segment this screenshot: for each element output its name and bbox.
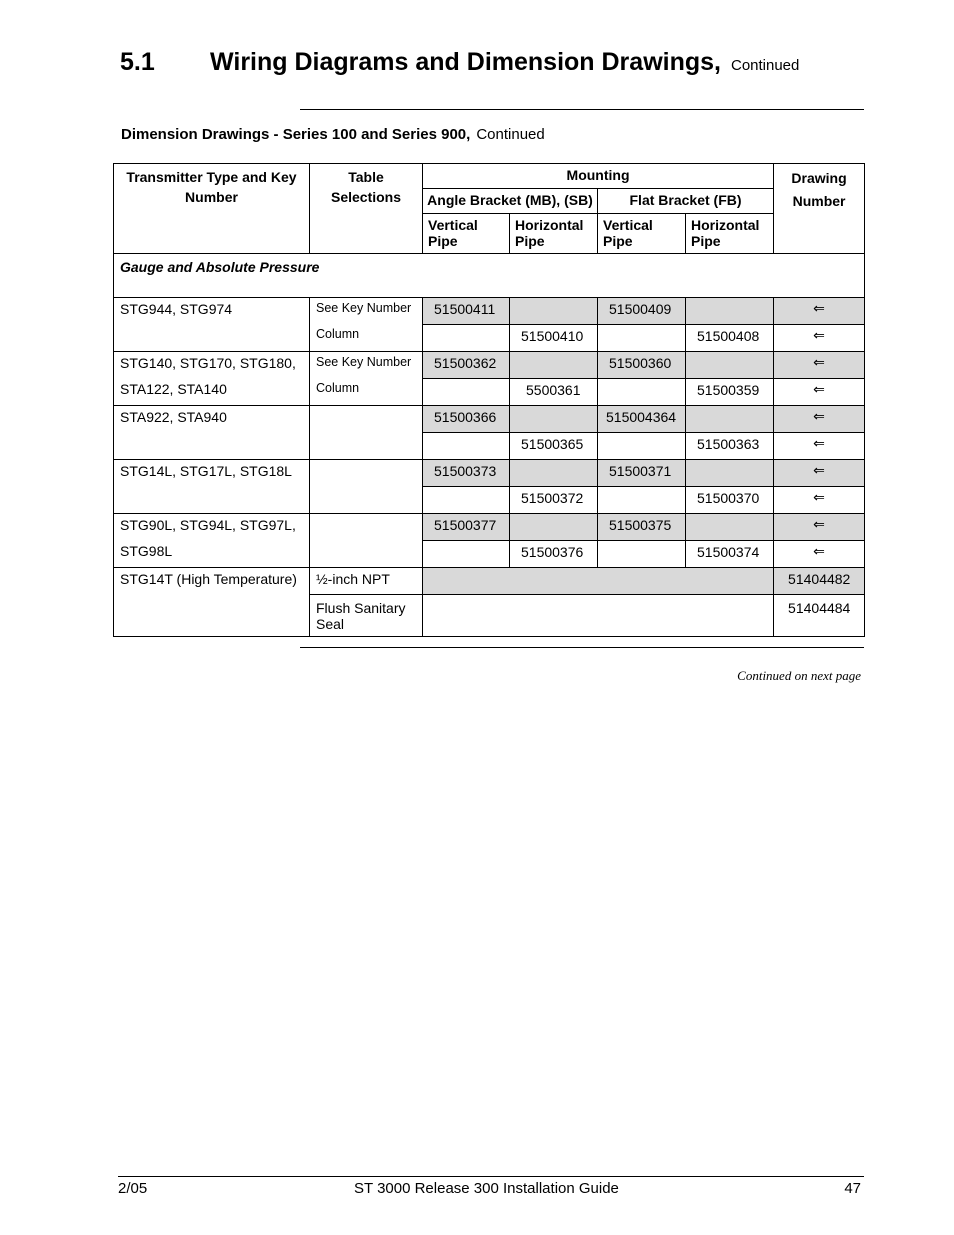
header-fb-vertical: Vertical Pipe — [598, 213, 686, 253]
mb-horizontal-blank — [510, 513, 598, 540]
mounting-blank-span — [423, 594, 774, 636]
mb-vertical-blank — [423, 324, 510, 351]
type-cell: STG944, STG974 — [114, 297, 310, 324]
fb-horizontal-blank — [686, 459, 774, 486]
bottom-rule — [300, 647, 864, 648]
mb-horizontal-cell: 51500410 — [510, 324, 598, 351]
selection-flush-seal: Flush Sanitary Seal — [310, 594, 423, 636]
header-flat-bracket: Flat Bracket (FB) — [598, 188, 774, 213]
arrow-icon: ⇐ — [774, 459, 865, 486]
type-cell — [114, 432, 310, 459]
header-angle-bracket: Angle Bracket (MB), (SB) — [423, 188, 598, 213]
mb-horizontal-cell: 51500365 — [510, 432, 598, 459]
mb-vertical-blank — [423, 486, 510, 513]
fb-vertical-cell: 51500409 — [598, 297, 686, 324]
arrow-icon: ⇐ — [774, 486, 865, 513]
type-cell: STG140, STG170, STG180, — [114, 351, 310, 378]
mb-horizontal-blank — [510, 405, 598, 432]
header-selections: Table Selections — [310, 164, 423, 254]
fb-vertical-cell: 515004364 — [598, 405, 686, 432]
category-row: Gauge and Absolute Pressure — [114, 253, 865, 297]
type-cell: STG90L, STG94L, STG97L, — [114, 513, 310, 540]
mb-horizontal-blank — [510, 351, 598, 378]
fb-horizontal-cell: 51500359 — [686, 378, 774, 405]
fb-horizontal-cell: 51500363 — [686, 432, 774, 459]
subheading-title: Dimension Drawings - Series 100 and Series 900, — [121, 126, 471, 143]
section-title: Wiring Diagrams and Dimension Drawings, — [210, 48, 721, 76]
arrow-icon: ⇐ — [774, 297, 865, 324]
fb-vertical-blank — [598, 378, 686, 405]
selection-cell — [310, 540, 423, 567]
selection-cell — [310, 459, 423, 486]
mb-vertical-cell: 51500377 — [423, 513, 510, 540]
type-cell: STG98L — [114, 540, 310, 567]
fb-horizontal-blank — [686, 405, 774, 432]
arrow-icon: ⇐ — [774, 351, 865, 378]
dimension-drawings-table — [113, 163, 865, 637]
fb-vertical-blank — [598, 432, 686, 459]
mb-horizontal-blank — [510, 459, 598, 486]
drawing-number-npt: 51404482 — [774, 567, 865, 594]
fb-horizontal-cell: 51500374 — [686, 540, 774, 567]
fb-vertical-blank — [598, 486, 686, 513]
section-number: 5.1 — [120, 48, 155, 76]
mb-vertical-cell: 51500411 — [423, 297, 510, 324]
mb-horizontal-cell: 51500376 — [510, 540, 598, 567]
fb-horizontal-cell: 51500370 — [686, 486, 774, 513]
selection-npt: ½-inch NPT — [310, 567, 423, 594]
selection-cell: Column — [310, 324, 423, 351]
subheading-continued: Continued — [476, 126, 545, 143]
mb-horizontal-cell: 51500372 — [510, 486, 598, 513]
fb-horizontal-cell: 51500408 — [686, 324, 774, 351]
mb-horizontal-blank — [510, 297, 598, 324]
header-type: Transmitter Type and Key Number — [114, 164, 310, 254]
type-cell — [114, 324, 310, 351]
header-drawing: Drawing Number — [774, 164, 865, 214]
selection-cell: See Key Number — [310, 297, 423, 324]
selection-cell: See Key Number — [310, 351, 423, 378]
mb-vertical-blank — [423, 378, 510, 405]
fb-vertical-blank — [598, 540, 686, 567]
mb-vertical-blank — [423, 432, 510, 459]
fb-vertical-blank — [598, 324, 686, 351]
fb-horizontal-blank — [686, 513, 774, 540]
header-fb-horizontal: Horizontal Pipe — [686, 213, 774, 253]
fb-horizontal-blank — [686, 351, 774, 378]
mb-horizontal-cell: 5500361 — [510, 378, 598, 405]
type-cell: STA122, STA140 — [114, 378, 310, 405]
mb-vertical-cell: 51500362 — [423, 351, 510, 378]
header-mb-horizontal: Horizontal Pipe — [510, 213, 598, 253]
type-cell — [114, 486, 310, 513]
header-mb-vertical: Vertical Pipe — [423, 213, 510, 253]
selection-cell — [310, 432, 423, 459]
selection-cell: Column — [310, 378, 423, 405]
arrow-icon: ⇐ — [774, 513, 865, 540]
section-heading — [120, 48, 799, 77]
header-mounting: Mounting — [423, 164, 774, 189]
selection-cell — [310, 405, 423, 432]
top-rule — [300, 109, 864, 110]
mounting-shaded-span — [423, 567, 774, 594]
arrow-icon: ⇐ — [774, 378, 865, 405]
mb-vertical-cell: 51500366 — [423, 405, 510, 432]
fb-vertical-cell: 51500371 — [598, 459, 686, 486]
arrow-icon: ⇐ — [774, 432, 865, 459]
drawing-number-flush: 51404484 — [774, 594, 865, 636]
section-continued: Continued — [730, 57, 800, 74]
footer-date: 2/05 — [118, 1180, 148, 1197]
footer-title: ST 3000 Release 300 Installation Guide — [354, 1180, 619, 1197]
footer-rule — [118, 1176, 864, 1177]
selection-cell — [310, 513, 423, 540]
mb-vertical-cell: 51500373 — [423, 459, 510, 486]
type-cell: STA922, STA940 — [114, 405, 310, 432]
arrow-icon: ⇐ — [774, 324, 865, 351]
type-cell-high-temp: STG14T (High Temperature) — [114, 567, 310, 636]
subheading — [121, 126, 545, 143]
header-drawing-blank — [774, 213, 865, 253]
fb-vertical-cell: 51500360 — [598, 351, 686, 378]
selection-cell — [310, 486, 423, 513]
arrow-icon: ⇐ — [774, 540, 865, 567]
fb-horizontal-blank — [686, 297, 774, 324]
mb-vertical-blank — [423, 540, 510, 567]
fb-vertical-cell: 51500375 — [598, 513, 686, 540]
footer-page-number: 47 — [844, 1180, 861, 1197]
continued-on-next-page: Continued on next page — [737, 668, 861, 683]
arrow-icon: ⇐ — [774, 405, 865, 432]
type-cell: STG14L, STG17L, STG18L — [114, 459, 310, 486]
